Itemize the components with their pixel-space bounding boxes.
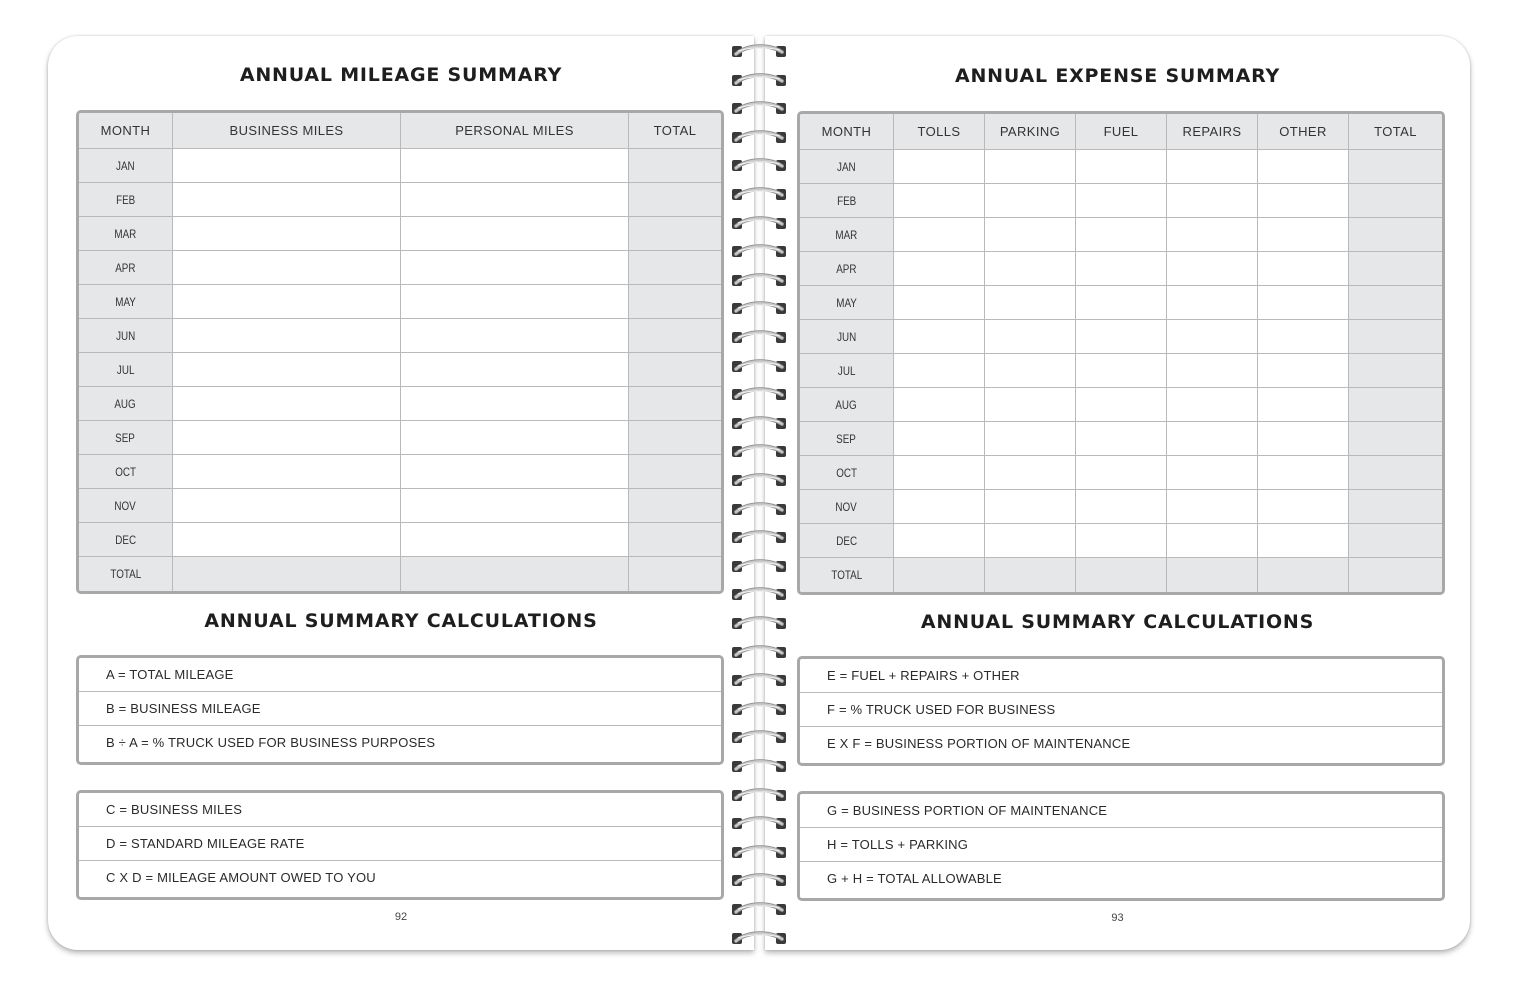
entry-cell	[401, 149, 629, 183]
left-page	[48, 36, 754, 950]
entry-cell	[894, 490, 985, 524]
calc-line: G + H = TOTAL ALLOWABLE	[827, 871, 1002, 886]
entry-cell	[985, 252, 1076, 286]
entry-cell	[401, 285, 629, 319]
spiral-binding-icon	[726, 40, 796, 950]
entry-cell	[894, 456, 985, 490]
entry-cell	[1167, 252, 1258, 286]
table-row	[800, 150, 1442, 184]
row-month-label	[800, 456, 894, 490]
total-cell	[1349, 456, 1442, 490]
calc-line: F = % TRUCK USED FOR BUSINESS	[800, 693, 1442, 727]
calc-line: G = BUSINESS PORTION OF MAINTENANCE	[800, 794, 1442, 828]
row-month-text: OCT	[115, 464, 136, 479]
spiral-coil-icon	[726, 71, 796, 89]
entry-cell	[1167, 388, 1258, 422]
entry-cell	[1167, 354, 1258, 388]
page-number: 93	[1111, 912, 1124, 924]
spiral-coil-icon	[726, 42, 796, 60]
mileage-calc-box-2	[76, 790, 724, 900]
table-row	[800, 252, 1442, 286]
row-month-label	[79, 557, 173, 591]
total-cell	[1349, 490, 1442, 524]
table-row	[79, 149, 721, 183]
entry-cell	[1167, 456, 1258, 490]
row-month-text: TOTAL	[831, 568, 862, 582]
entry-cell	[401, 421, 629, 455]
total-cell	[629, 523, 721, 557]
entry-cell	[1258, 218, 1349, 252]
entry-cell	[401, 387, 629, 421]
mileage-summary-title: ANNUAL MILEAGE SUMMARY	[239, 64, 563, 86]
entry-cell	[1258, 354, 1349, 388]
entry-cell	[1167, 320, 1258, 354]
total-cell	[629, 557, 721, 591]
entry-cell	[1258, 524, 1349, 558]
spiral-coil-icon	[726, 900, 796, 918]
row-month-text: JUL	[116, 362, 135, 377]
entry-cell	[985, 354, 1076, 388]
entry-cell	[894, 558, 985, 592]
row-month-text: FEB	[115, 192, 136, 207]
table-row	[800, 354, 1442, 388]
entry-cell	[173, 455, 401, 489]
expense-calculations-title: ANNUAL SUMMARY CALCULATIONS	[920, 611, 1315, 633]
entry-cell	[1258, 490, 1349, 524]
entry-cell	[173, 387, 401, 421]
entry-cell	[1167, 490, 1258, 524]
entry-cell	[1076, 286, 1167, 320]
row-month-label	[800, 218, 894, 252]
spiral-coil-icon	[726, 700, 796, 718]
entry-cell	[1258, 558, 1349, 592]
entry-cell	[1258, 252, 1349, 286]
spiral-coil-icon	[726, 414, 796, 432]
row-month-text: SEP	[115, 430, 136, 445]
spiral-coil-icon	[726, 814, 796, 832]
header-personal-miles: PERSONAL MILES	[401, 113, 629, 149]
entry-cell	[1076, 150, 1167, 184]
expense-calc-box-2	[797, 791, 1445, 901]
total-cell	[629, 319, 721, 353]
calc-line: A = TOTAL MILEAGE	[79, 658, 721, 692]
row-month-label	[79, 319, 173, 353]
row-month-label	[800, 150, 894, 184]
spiral-coil-icon	[726, 156, 796, 174]
header-month: MONTH	[800, 114, 894, 150]
row-month-label	[79, 421, 173, 455]
entry-cell	[1258, 184, 1349, 218]
entry-cell	[401, 557, 629, 591]
entry-cell	[894, 524, 985, 558]
total-cell	[1349, 354, 1442, 388]
calc-line: E = FUEL + REPAIRS + OTHER	[800, 659, 1442, 693]
entry-cell	[173, 217, 401, 251]
spiral-coil-icon	[726, 214, 796, 232]
expense-calc-box-1	[797, 656, 1445, 766]
entry-cell	[894, 354, 985, 388]
row-month-label	[800, 422, 894, 456]
entry-cell	[985, 184, 1076, 218]
spiral-coil-icon	[726, 528, 796, 546]
total-cell	[1349, 286, 1442, 320]
row-month-label	[79, 251, 173, 285]
entry-cell	[985, 490, 1076, 524]
row-month-label	[800, 184, 894, 218]
total-cell	[1349, 388, 1442, 422]
header-other: OTHER	[1258, 114, 1349, 150]
row-month-text: JUL	[837, 363, 856, 378]
expense-summary-table	[797, 111, 1445, 595]
total-cell	[629, 353, 721, 387]
header-repairs: REPAIRS	[1167, 114, 1258, 150]
table-header-row	[79, 113, 721, 149]
row-month-text: TOTAL	[110, 567, 141, 581]
spiral-coil-icon	[726, 385, 796, 403]
row-month-text: MAY	[836, 295, 857, 310]
entry-cell	[1076, 456, 1167, 490]
total-cell	[629, 421, 721, 455]
table-row	[79, 455, 721, 489]
entry-cell	[894, 218, 985, 252]
total-cell	[1349, 184, 1442, 218]
row-month-label	[800, 320, 894, 354]
spiral-coil-icon	[726, 643, 796, 661]
entry-cell	[1076, 388, 1167, 422]
total-cell	[629, 455, 721, 489]
table-row	[79, 387, 721, 421]
entry-cell	[1258, 456, 1349, 490]
table-row	[800, 218, 1442, 252]
row-month-text: NOV	[835, 499, 858, 514]
entry-cell	[1167, 218, 1258, 252]
row-month-label	[800, 524, 894, 558]
row-month-label	[79, 149, 173, 183]
header-parking: PARKING	[985, 114, 1076, 150]
table-row	[800, 286, 1442, 320]
total-cell	[629, 217, 721, 251]
spiral-coil-icon	[726, 357, 796, 375]
entry-cell	[894, 252, 985, 286]
calc-line: E X F = BUSINESS PORTION OF MAINTENANCE	[827, 736, 1131, 751]
spiral-coil-icon	[726, 843, 796, 861]
row-month-label	[79, 489, 173, 523]
spiral-coil-icon	[726, 271, 796, 289]
row-month-text: JAN	[837, 159, 856, 174]
entry-cell	[985, 524, 1076, 558]
entry-cell	[1167, 184, 1258, 218]
total-cell	[629, 251, 721, 285]
entry-cell	[173, 421, 401, 455]
expense-summary-title: ANNUAL EXPENSE SUMMARY	[954, 65, 1281, 87]
spiral-coil-icon	[726, 299, 796, 317]
spiral-coil-icon	[726, 671, 796, 689]
entry-cell	[1167, 150, 1258, 184]
total-cell	[1349, 422, 1442, 456]
table-row	[800, 184, 1442, 218]
entry-cell	[985, 320, 1076, 354]
entry-cell	[894, 422, 985, 456]
total-cell	[629, 387, 721, 421]
calc-line: D = STANDARD MILEAGE RATE	[79, 827, 721, 861]
table-row	[800, 320, 1442, 354]
spiral-coil-icon	[726, 929, 796, 947]
table-row	[79, 319, 721, 353]
calc-line: C = BUSINESS MILES	[79, 793, 721, 827]
table-row	[800, 524, 1442, 558]
entry-cell	[173, 149, 401, 183]
row-month-text: MAY	[115, 294, 136, 309]
row-month-label	[800, 354, 894, 388]
row-month-text: FEB	[836, 193, 857, 208]
entry-cell	[401, 251, 629, 285]
spiral-coil-icon	[726, 585, 796, 603]
row-month-label	[79, 285, 173, 319]
row-month-label	[79, 183, 173, 217]
entry-cell	[401, 455, 629, 489]
table-row	[79, 523, 721, 557]
total-cell	[1349, 150, 1442, 184]
table-row	[800, 388, 1442, 422]
spiral-coil-icon	[726, 557, 796, 575]
row-month-text: SEP	[836, 431, 857, 446]
mileage-summary-table	[76, 110, 724, 594]
spiral-coil-icon	[726, 442, 796, 460]
spiral-coil-icon	[726, 242, 796, 260]
table-row	[800, 456, 1442, 490]
table-row	[79, 353, 721, 387]
row-month-text: NOV	[114, 498, 137, 513]
total-cell	[1349, 558, 1442, 592]
table-row	[79, 217, 721, 251]
row-month-text: JUN	[836, 329, 857, 344]
entry-cell	[1258, 388, 1349, 422]
entry-cell	[401, 217, 629, 251]
spiral-coil-icon	[726, 328, 796, 346]
row-month-text: JUN	[115, 328, 136, 343]
entry-cell	[401, 489, 629, 523]
entry-cell	[1076, 422, 1167, 456]
table-row	[79, 251, 721, 285]
table-total-row	[79, 557, 721, 591]
row-month-label	[800, 252, 894, 286]
calc-line: C X D = MILEAGE AMOUNT OWED TO YOU	[106, 870, 376, 885]
entry-cell	[985, 558, 1076, 592]
entry-cell	[401, 319, 629, 353]
calc-line: B = BUSINESS MILEAGE	[79, 692, 721, 726]
mileage-calculations-title: ANNUAL SUMMARY CALCULATIONS	[204, 610, 598, 632]
header-business-miles: BUSINESS MILES	[173, 113, 401, 149]
entry-cell	[1076, 252, 1167, 286]
row-month-label	[79, 523, 173, 557]
entry-cell	[894, 150, 985, 184]
header-month: MONTH	[79, 113, 173, 149]
entry-cell	[985, 422, 1076, 456]
header-total: TOTAL	[629, 113, 721, 149]
total-cell	[629, 183, 721, 217]
row-month-label	[800, 490, 894, 524]
entry-cell	[1258, 320, 1349, 354]
entry-cell	[401, 353, 629, 387]
row-month-label	[79, 353, 173, 387]
entry-cell	[1076, 184, 1167, 218]
entry-cell	[173, 557, 401, 591]
entry-cell	[173, 489, 401, 523]
spiral-coil-icon	[726, 185, 796, 203]
row-month-text: DEC	[115, 532, 136, 547]
entry-cell	[173, 319, 401, 353]
entry-cell	[173, 353, 401, 387]
table-row	[800, 490, 1442, 524]
row-month-text: MAR	[114, 226, 137, 241]
total-cell	[629, 489, 721, 523]
table-row	[79, 183, 721, 217]
entry-cell	[894, 286, 985, 320]
entry-cell	[173, 523, 401, 557]
entry-cell	[173, 183, 401, 217]
spiral-coil-icon	[726, 99, 796, 117]
entry-cell	[985, 218, 1076, 252]
spiral-coil-icon	[726, 871, 796, 889]
entry-cell	[1076, 320, 1167, 354]
entry-cell	[1076, 490, 1167, 524]
entry-cell	[894, 388, 985, 422]
entry-cell	[1258, 422, 1349, 456]
total-cell	[1349, 218, 1442, 252]
entry-cell	[985, 456, 1076, 490]
entry-cell	[985, 388, 1076, 422]
spiral-coil-icon	[726, 471, 796, 489]
table-row	[79, 489, 721, 523]
table-total-row	[800, 558, 1442, 592]
header-total: TOTAL	[1349, 114, 1442, 150]
spiral-coil-icon	[726, 614, 796, 632]
row-month-label	[800, 558, 894, 592]
entry-cell	[1076, 218, 1167, 252]
total-cell	[629, 285, 721, 319]
row-month-text: APR	[836, 261, 857, 276]
total-cell	[1349, 320, 1442, 354]
entry-cell	[173, 251, 401, 285]
entry-cell	[1258, 150, 1349, 184]
entry-cell	[1076, 524, 1167, 558]
header-fuel: FUEL	[1076, 114, 1167, 150]
entry-cell	[894, 184, 985, 218]
entry-cell	[1167, 558, 1258, 592]
entry-cell	[401, 523, 629, 557]
row-month-text: OCT	[836, 465, 857, 480]
table-row	[800, 422, 1442, 456]
entry-cell	[1167, 524, 1258, 558]
total-cell	[1349, 252, 1442, 286]
entry-cell	[401, 183, 629, 217]
row-month-text: APR	[115, 260, 136, 275]
row-month-label	[800, 388, 894, 422]
row-month-text: AUG	[835, 397, 858, 412]
entry-cell	[1167, 286, 1258, 320]
row-month-label	[79, 387, 173, 421]
total-cell	[629, 149, 721, 183]
spiral-coil-icon	[726, 500, 796, 518]
page-number: 92	[394, 911, 408, 923]
row-month-label	[79, 455, 173, 489]
row-month-text: AUG	[114, 396, 137, 411]
row-month-text: DEC	[836, 533, 857, 548]
row-month-text: MAR	[835, 227, 858, 242]
entry-cell	[1076, 354, 1167, 388]
calc-line: H = TOLLS + PARKING	[800, 828, 1442, 862]
entry-cell	[1167, 422, 1258, 456]
total-cell	[1349, 524, 1442, 558]
entry-cell	[894, 320, 985, 354]
table-row	[79, 421, 721, 455]
entry-cell	[1076, 558, 1167, 592]
entry-cell	[173, 285, 401, 319]
entry-cell	[1258, 286, 1349, 320]
mileage-calc-box-1	[76, 655, 724, 765]
header-tolls: TOLLS	[894, 114, 985, 150]
table-header-row	[800, 114, 1442, 150]
spiral-coil-icon	[726, 786, 796, 804]
entry-cell	[985, 286, 1076, 320]
row-month-label	[800, 286, 894, 320]
spiral-coil-icon	[726, 757, 796, 775]
row-month-label	[79, 217, 173, 251]
entry-cell	[985, 150, 1076, 184]
spiral-coil-icon	[726, 128, 796, 146]
right-page	[765, 36, 1470, 950]
table-row	[79, 285, 721, 319]
row-month-text: JAN	[116, 158, 135, 173]
spiral-coil-icon	[726, 728, 796, 746]
calc-line: B ÷ A = % TRUCK USED FOR BUSINESS PURPOSES	[106, 735, 436, 750]
